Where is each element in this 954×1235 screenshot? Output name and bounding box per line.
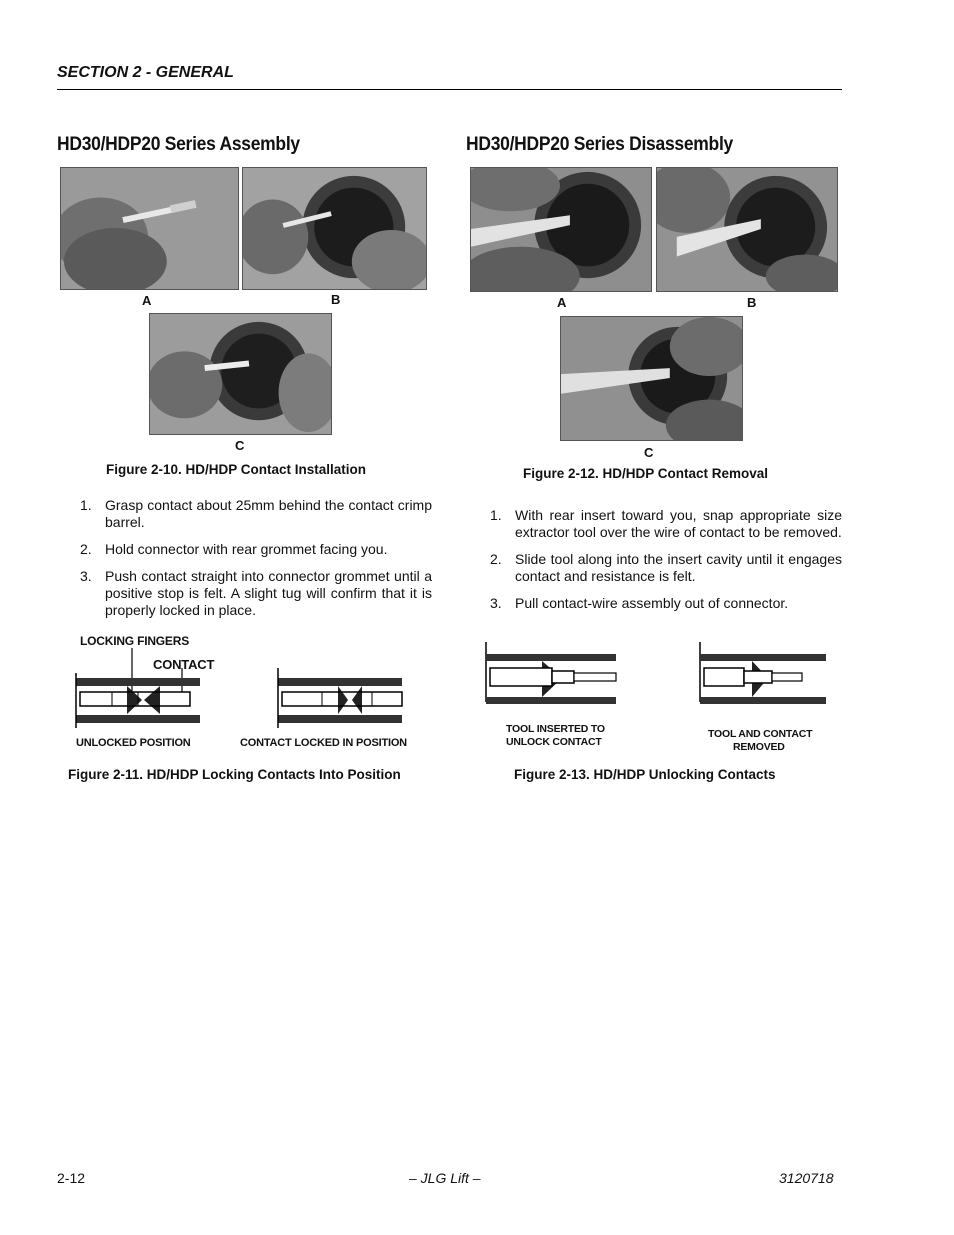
section-title: SECTION 2 - GENERAL — [57, 64, 234, 81]
label-removed-1: TOOL AND CONTACT — [708, 728, 813, 740]
photo-label-a: A — [557, 295, 567, 310]
photo-disassembly-a — [470, 167, 652, 292]
photo-label-c: C — [235, 438, 245, 453]
list-item: 3. Pull contact-wire assembly out of connector. — [490, 595, 789, 611]
label-removed-2: REMOVED — [733, 741, 785, 753]
photo-label-c: C — [644, 445, 654, 460]
disassembly-steps — [490, 507, 842, 622]
photo-assembly-a — [60, 167, 239, 290]
photo-disassembly-b — [656, 167, 838, 292]
list-item: 1. Grasp contact about 25mm behind the contact crimp barrel. — [80, 497, 432, 530]
list-item: 2. Slide tool along into the insert cavity until it engages contact and resistance is felt. — [490, 551, 842, 584]
photo-label-a: A — [142, 293, 152, 308]
header-rule — [57, 89, 842, 90]
footer-center: – JLG Lift – — [409, 1170, 481, 1186]
photo-disassembly-c — [560, 316, 743, 441]
page-number: 2-12 — [57, 1170, 86, 1186]
disassembly-heading: HD30/HDP20 Series Disassembly — [466, 134, 733, 155]
photo-assembly-b — [242, 167, 427, 290]
photo-label-b: B — [747, 295, 757, 310]
assembly-heading: HD30/HDP20 Series Assembly — [57, 134, 300, 155]
label-contact: CONTACT — [153, 657, 215, 672]
label-locking-fingers: LOCKING FINGERS — [80, 634, 190, 648]
photo-assembly-c — [149, 313, 332, 435]
label-tool-inserted-2: UNLOCK CONTACT — [506, 736, 602, 748]
label-contact-locked: CONTACT LOCKED IN POSITION — [240, 737, 407, 749]
photo-label-b: B — [331, 292, 341, 307]
figure-2-12-caption: Figure 2-12. HD/HDP Contact Removal — [523, 466, 769, 481]
label-unlocked-position: UNLOCKED POSITION — [76, 737, 191, 749]
assembly-steps — [80, 497, 432, 629]
unlocking-diagram — [482, 642, 832, 722]
locking-diagram — [72, 648, 432, 733]
doc-number: 3120718 — [779, 1170, 834, 1186]
figure-2-11-caption: Figure 2-11. HD/HDP Locking Contacts Into Position — [68, 767, 401, 782]
figure-2-13-caption: Figure 2-13. HD/HDP Unlocking Contacts — [514, 767, 776, 782]
list-item: 2. Hold connector with rear grommet facing you. — [80, 541, 388, 557]
label-tool-inserted-1: TOOL INSERTED TO — [506, 723, 605, 735]
list-item: 3. Push contact straight into connector grommet until a positive stop is felt. A slight tug will confirm that it is properly locked in place. — [80, 568, 432, 618]
figure-2-10-caption: Figure 2-10. HD/HDP Contact Installation — [106, 462, 367, 477]
list-item: 1. With rear insert toward you, snap appropriate size extractor tool over the wire of contact to be removed. — [490, 507, 842, 540]
